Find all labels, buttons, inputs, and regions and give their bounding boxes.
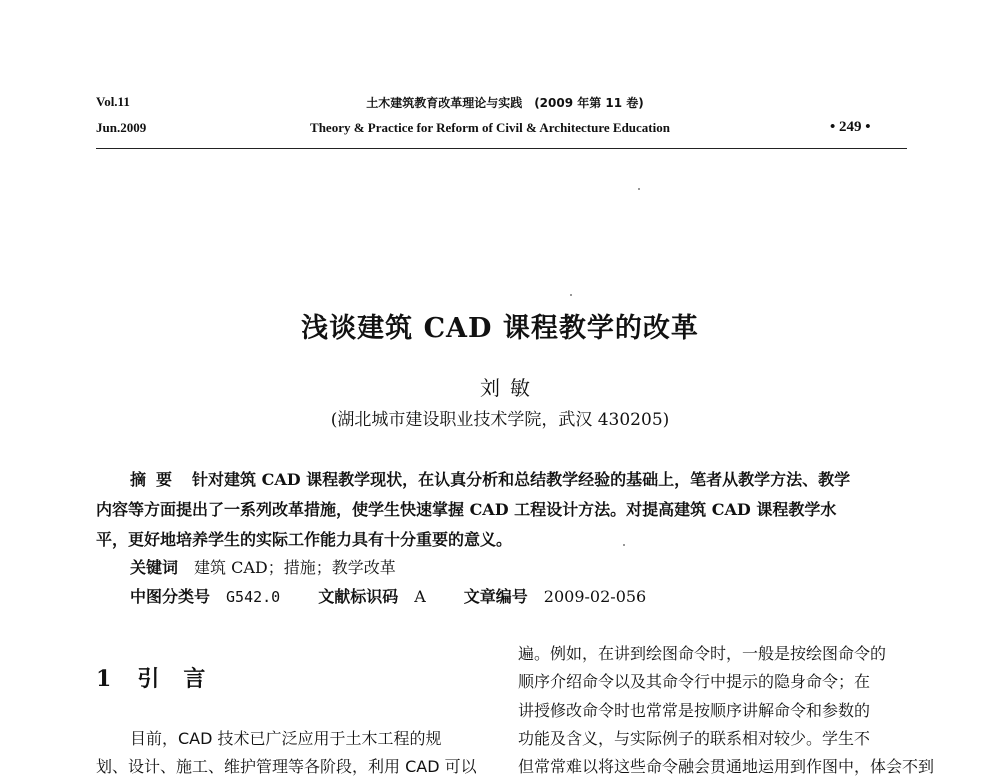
right-column-line: 但常常难以将这些命令融会贯通地运用到作图中，体会不到 — [518, 757, 935, 776]
author-affiliation: (湖北城市建设职业技术学院，武汉 430205) — [330, 410, 670, 430]
scan-speck — [570, 294, 572, 296]
keywords-label: 关键词 — [130, 558, 179, 577]
keywords-row — [130, 555, 396, 578]
abstract-line-3: 平，更好地培养学生的实际工作能力具有十分重要的意义。 — [96, 530, 513, 549]
doc-code-value: A — [414, 587, 426, 606]
article-title: 浅谈建筑 CAD 课程教学的改革 — [301, 313, 699, 344]
abstract-line-2: 内容等方面提出了一系列改革措施，使学生快速掌握 CAD 工程设计方法。对提高建筑 CAD 课程教学水 — [96, 500, 837, 519]
volume-label: Vol.11 — [96, 94, 130, 109]
section-title: 引言 — [137, 666, 230, 692]
journal-title-cn: 土木建筑教育改革理论与实践 (2009 年第 11 卷) — [366, 96, 644, 110]
right-column-line: 遍。例如，在讲到绘图命令时，一般是按绘图命令的 — [518, 644, 887, 663]
journal-title-en: Theory & Practice for Reform of Civil & Architecture Education — [310, 120, 670, 135]
section-heading — [96, 662, 229, 693]
abstract-line-1 — [130, 467, 850, 490]
right-column-line: 讲授修改命令时也常常是按顺序讲解命令和参数的 — [518, 701, 871, 720]
left-column-line: 目前，CAD 技术已广泛应用于土木工程的规 — [130, 729, 442, 748]
section-number: 1 — [96, 666, 112, 692]
author-name: 刘敏 — [480, 376, 540, 400]
clc-value: G542.0 — [226, 588, 281, 606]
abstract-text-1: 针对建筑 CAD 课程教学现状，在认真分析和总结教学经验的基础上，笔者从教学方法、教学 — [192, 470, 851, 489]
left-column-line: 划、设计、施工、维护管理等各阶段，利用 CAD 可以 — [96, 757, 477, 776]
header-rule — [96, 148, 907, 149]
scan-speck — [638, 188, 640, 190]
abstract-label: 摘要 — [130, 470, 183, 489]
keywords-value: 建筑 CAD；措施；教学改革 — [194, 558, 396, 577]
page-number: • 249 • — [830, 119, 871, 135]
classification-row — [130, 584, 646, 607]
article-no-label: 文章编号 — [463, 587, 528, 606]
right-column-line: 功能及含义，与实际例子的联系相对较少。学生不 — [518, 729, 871, 748]
clc-label: 中图分类号 — [130, 587, 211, 606]
scan-speck — [623, 544, 625, 546]
doc-code-label: 文献标识码 — [318, 587, 399, 606]
issue-date: Jun.2009 — [96, 120, 147, 135]
article-no-value: 2009-02-056 — [543, 587, 647, 606]
right-column-line: 顺序介绍命令以及其命令行中提示的隐身命令；在 — [518, 672, 871, 691]
